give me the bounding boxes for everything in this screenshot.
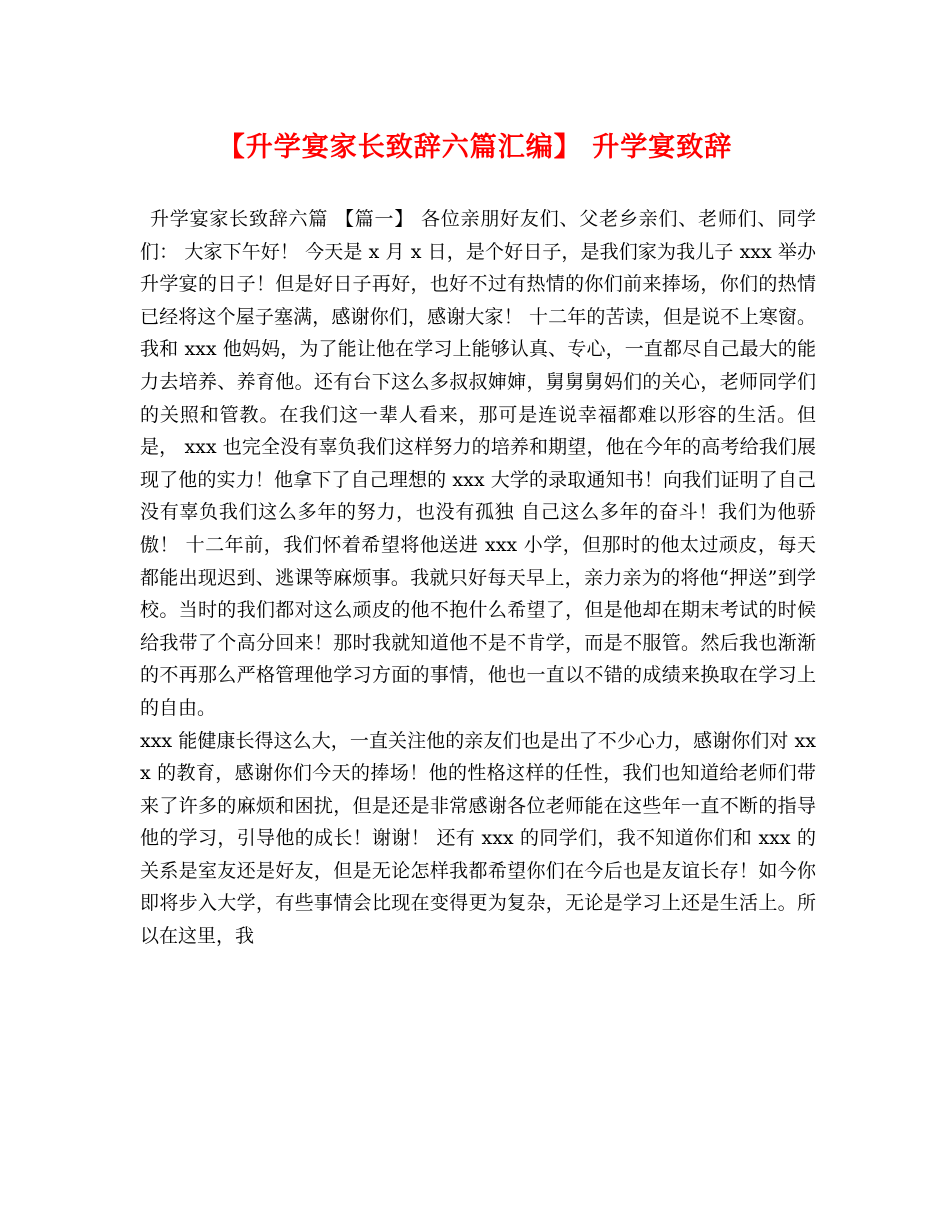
document-body [140,203,816,953]
body-paragraph: xxx 能健康长得这么大，一直关注他的亲友们也是出了不少心力，感谢你们对 xxx 的教育，感谢你们今天的捧场！他的性格这样的任性，我们也知道给老师们带来了许多的麻烦和困扰，但是还是非常感谢各位老师能在这些年一直不断的指导他的学习，引导他的成长！谢谢！ 还有 xxx 的同学们，我不知道你们和 xxx 的关系是室友还是好友，但是无论怎样我都希望你们在今后也是友谊长存！如今你即将步入大学，有些事情会比现在变得更为复杂，无论是学习上还是生活上。所以在这里，我 [140,729,816,948]
body-paragraph: 升学宴家长致辞六篇 【篇一】 各位亲朋好友们、父老乡亲们、老师们、同学们： 大家下午好！ 今天是 x 月 x 日，是个好日子，是我们家为我儿子 xxx 举办升学宴的日子！但是好日子再好，也好不过有热情的你们前来捧场，你们的热情已经将这个屋子塞满，感谢你们，感谢大家！ 十二年的苦读，但是说不上寒窗。我和 xxx 他妈妈，为了能让他在学习上能够认真、专心，一直都尽自己最大的能力去培养、养育他。还有台下这么多叔叔婶婶，舅舅舅妈们的关心，老师同学们的关照和管教。在我们这一辈人看来，那可是连说幸福都难以形容的生活。但是， xxx 也完全没有辜负我们这样努力的培养和期望，他在今年的高考给我们展现了他的实力！他拿下了自己理想的 xxx 大学的录取通知书！向我们证明了自己没有辜负我们这么多年的努力，也没有孤独 自己这么多年的奋斗！我们为他骄傲！ 十二年前，我们怀着希望将他送进 xxx 小学，但那时的他太过顽皮，每天都能出现迟到、逃课等麻烦事。我就只好每天早上，亲力亲为的将他“押送”到学校。当时的我们都对这么顽皮的他不抱什么希望了，但是他却在期末考试的时候给我带了个高分回来！那时我就知道他不是不肯学，而是不服管。然后我也渐渐的不再那么严格管理他学习方面的事情，他也一直以不错的成绩来换取在学习上的自由。 [140,208,816,719]
document-title: 【升学宴家长致辞六篇汇编】 升学宴致辞 [217,132,733,163]
